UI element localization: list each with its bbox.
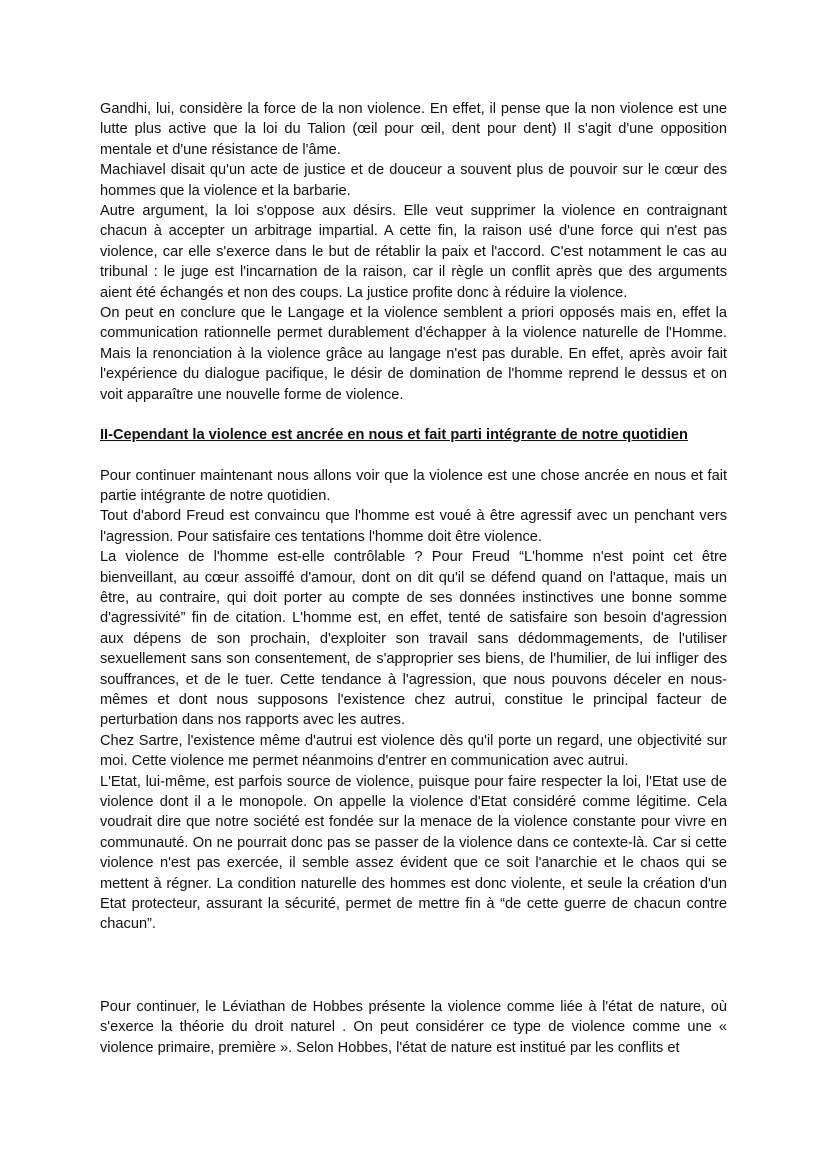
paragraph-loi: Autre argument, la loi s'oppose aux désirs. Elle veut supprimer la violence en contraignant chacun à accepter un arbitrage impartial. A cette fin, la raison usé d'une force qui n'est pas violence, car elle s'exerce dans le but de rétablir la paix et l'accord. C'est notamment le cas au tribunal : le juge est l'incarnation de la raison, car il règle un conflit après que des arguments aient été échangés et non des coups. La justice profite donc à réduire la violence.	[100, 203, 727, 301]
paragraph-gandhi: Gandhi, lui, considère la force de la non violence. En effet, il pense que la non violence est une lutte plus active que la loi du Talion (œil pour œil, dent pour dent) Il s'agit d'une opposition mentale et d'une résistance de l'âme.	[100, 101, 727, 158]
paragraph-machiavel: Machiavel disait qu'un acte de justice et de douceur a souvent plus de pouvoir sur le cœur des hommes que la violence et la barbarie.	[100, 162, 727, 199]
paragraph-freud: Tout d'abord Freud est convaincu que l'homme est voué à être agressif avec un penchant vers l'agression. Pour satisfaire ces tentations l'homme doit être violence.	[100, 508, 727, 545]
paragraph-conclusion: On peut en conclure que le Langage et la violence semblent a priori opposés mais en, effet la communication rationnelle permet durablement d'échapper à la violence naturelle de l'Homme. Mais la renonciation à la violence grâce au langage n'est pas durable. En effet, après avoir fait l'expérience du dialogue pacifique, le désir de domination de l'homme reprend le dessus et on voit apparaître une nouvelle forme de violence.	[100, 305, 727, 403]
blank-space	[100, 935, 727, 997]
paragraph-sartre: Chez Sartre, l'existence même d'autrui est violence dès qu'il porte un regard, une objectivité sur moi. Cette violence me permet néanmoins d'entrer en communication avec autrui.	[100, 732, 727, 770]
paragraph-intro-part2: Pour continuer maintenant nous allons voir que la violence est une chose ancrée en nous et fait partie intégrante de notre quotidien.	[100, 467, 727, 504]
section-heading: II-Cependant la violence est ancrée en nous et fait parti intégrante de notre quotidien	[100, 427, 688, 444]
paragraph-freud-citation: La violence de l'homme est-elle contrôlable ? Pour Freud “L'homme n'est point cet être bienveillant, au cœur assoiffé d'amour, dont on dit qu'il se défend quand on l'attaque, mais un être, au contraire, qui doit porter au compte de ses données instinctives une bonne somme d'agressivité” fin de citation. L'homme est, en effet, tenté de satisfaire son besoin d'agression aux dépens de son prochain, d'exploiter son travail sans dédommagements, de l'utiliser sexuellement sans son consentement, de s'approprier ses biens, de l'humilier, de lui infliger des souffrances, et de le tuer. Cette tendance à l'agression, que nous pouvons déceler en nous-mêmes et dont nous supposons l'existence chez autrui, constitue le principal facteur de perturbation dans nos rapports avec les autres.	[100, 549, 727, 729]
document-page	[100, 99, 727, 1058]
paragraph-etat: L'Etat, lui-même, est parfois source de violence, puisque pour faire respecter la loi, l'Etat use de violence dont il a le monopole. On appelle la violence d'Etat considéré comme légitime. Cela voudrait dire que notre société est fondée sur la menace de la violence constante pour vivre en communauté. On ne pourrait donc pas se passer de la violence dans ce contexte-là. Car si cette violence n'est pas exercée, il semble assez évident que ce soit l'anarchie et le chaos qui se mettent à régner. La condition naturelle des hommes est donc violente, et seule la création d'un Etat protecteur, assurant la sécurité, permet de mettre fin à “de cette guerre de chacun contre chacun”.	[100, 773, 727, 933]
paragraph-hobbes: Pour continuer, le Léviathan de Hobbes présente la violence comme liée à l'état de nature, où s'exerce la théorie du droit naturel . On peut considérer ce type de violence comme une « violence primaire, première ». Selon Hobbes, l'état de nature est institué par les conflits et	[100, 998, 727, 1056]
